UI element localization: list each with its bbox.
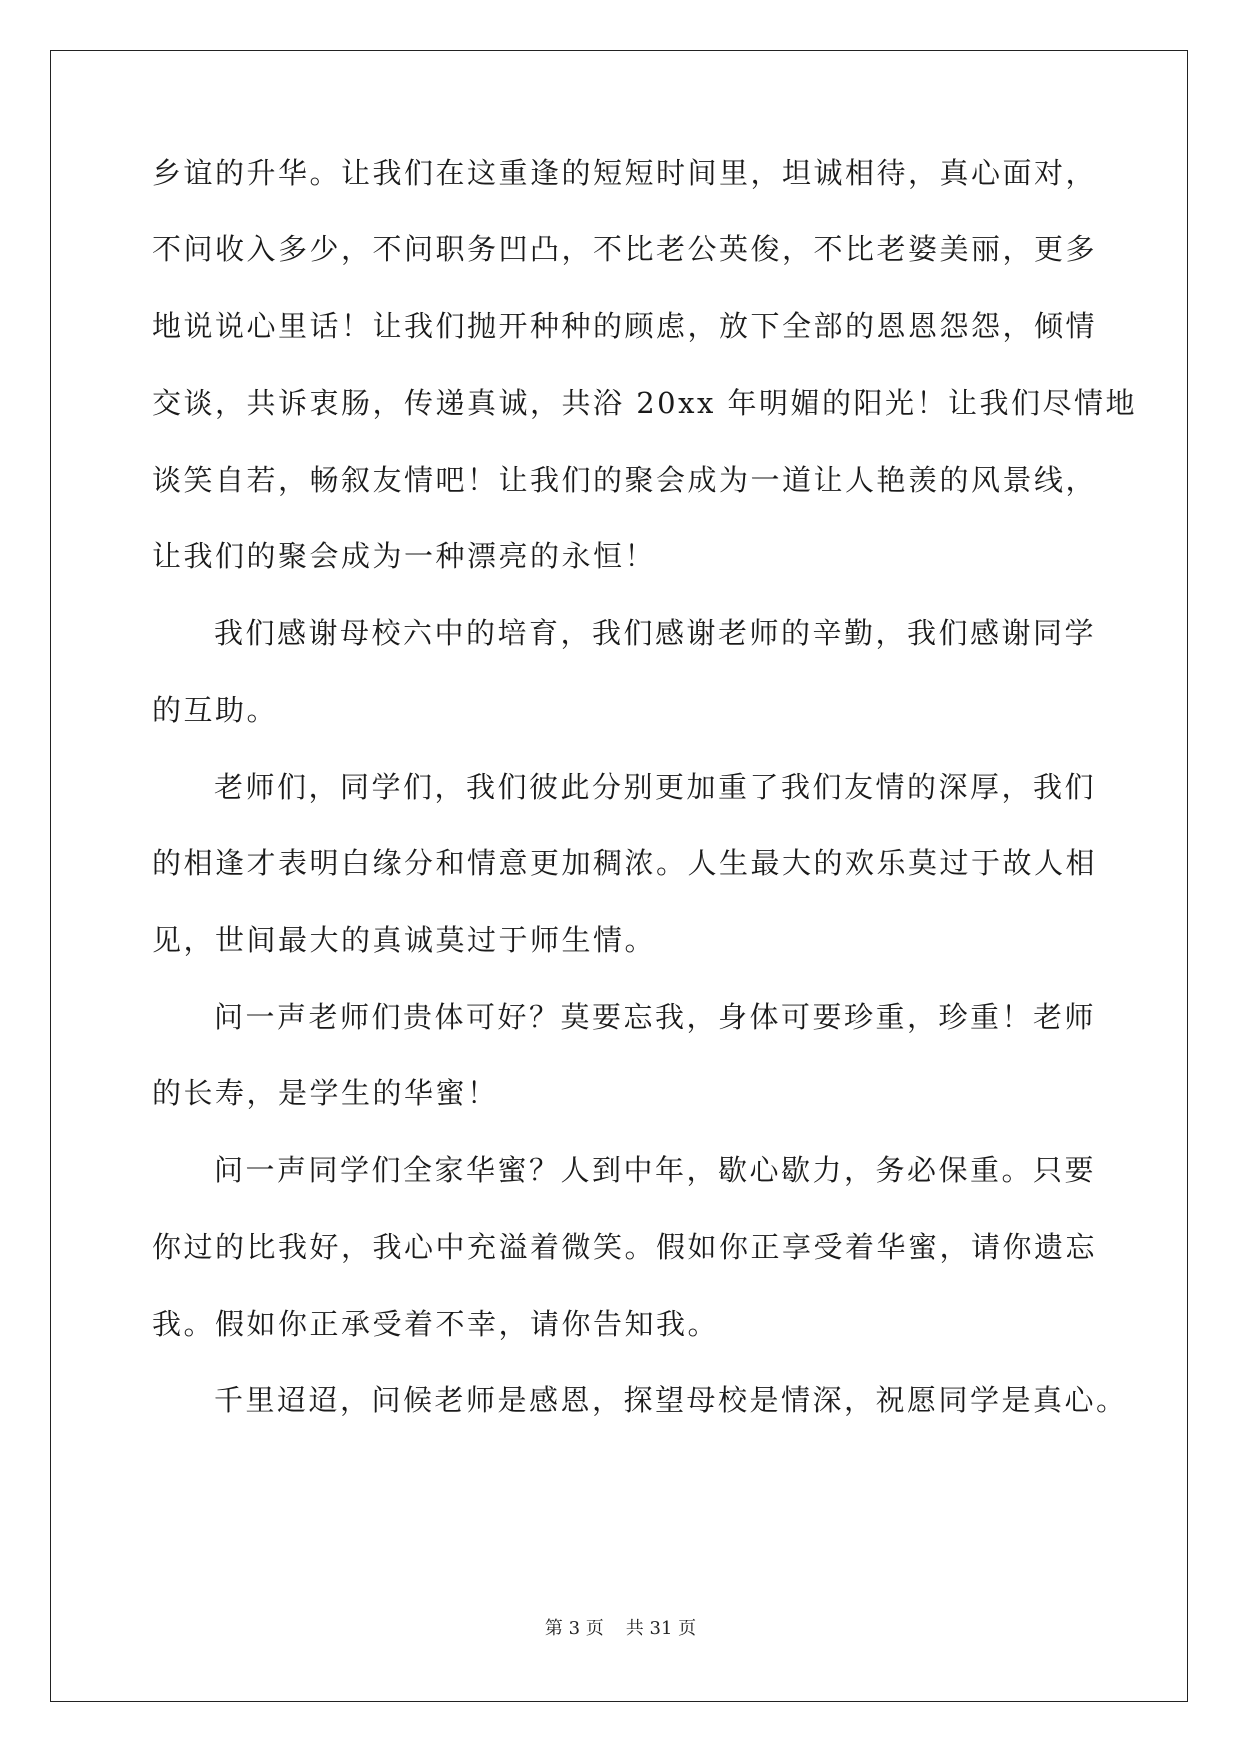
paragraph-first-line: 问一声同学们全家华蜜？人到中年，歇心歇力，务必保重。只要 — [214, 1153, 1097, 1187]
page-footer — [0, 1617, 1241, 1641]
paragraph-first-line: 千里迢迢，问候老师是感恩，探望母校是情深，祝愿同学是真心。 — [214, 1383, 1128, 1417]
page-total: 共 31 页 — [625, 1618, 697, 1639]
text-line: 我。假如你正承受着不幸，请你告知我。 — [152, 1307, 720, 1341]
text-line: 谈笑自若，畅叙友情吧！让我们的聚会成为一道让人艳羡的风景线， — [152, 463, 1098, 497]
text-line: 不问收入多少，不问职务凹凸，不比老公英俊，不比老婆美丽，更多 — [152, 232, 1098, 266]
text-line: 的互助。 — [152, 693, 279, 727]
text-line: 乡谊的升华。让我们在这重逢的短短时间里，坦诚相待，真心面对， — [152, 156, 1098, 190]
text-line: 让我们的聚会成为一种漂亮的永恒！ — [152, 539, 657, 573]
text-line: 交谈，共诉衷肠，传递真诚，共浴 20xx 年明媚的阳光！让我们尽情地 — [152, 386, 1138, 420]
paragraph-first-line: 问一声老师们贵体可好？莫要忘我，身体可要珍重，珍重！老师 — [214, 1000, 1097, 1034]
text-line: 你过的比我好，我心中充溢着微笑。假如你正享受着华蜜，请你遗忘 — [152, 1230, 1098, 1264]
paragraph-first-line: 老师们，同学们，我们彼此分别更加重了我们友情的深厚，我们 — [214, 770, 1097, 804]
text-line: 的长寿，是学生的华蜜！ — [152, 1076, 499, 1110]
text-line: 地说说心里话！让我们抛开种种的顾虑，放下全部的恩恩怨怨，倾情 — [152, 309, 1098, 343]
text-line: 的相逢才表明白缘分和情意更加稠浓。人生最大的欢乐莫过于故人相 — [152, 846, 1098, 880]
paragraph-first-line: 我们感谢母校六中的培育，我们感谢老师的辛勤，我们感谢同学 — [214, 616, 1097, 650]
text-line: 见，世间最大的真诚莫过于师生情。 — [152, 923, 657, 957]
page-number: 第 3 页 — [544, 1618, 604, 1639]
